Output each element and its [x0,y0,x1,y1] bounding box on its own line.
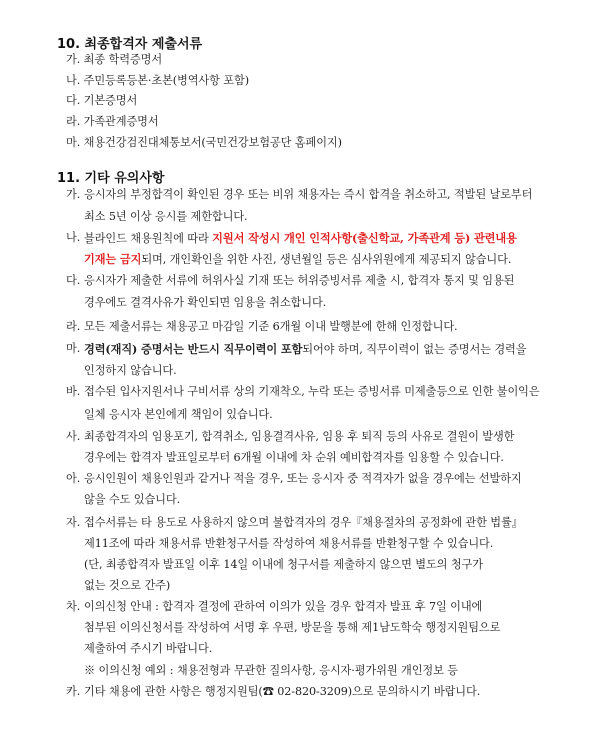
paragraph-line: 접수된 입사지원서나 구비서류 상의 기재착오, 누락 또는 증빙서류 미제출등으로 인한 불이익은 [84,385,540,398]
paragraph-line [84,342,526,357]
item-marker: 카. [66,685,81,698]
item-marker: 마. [66,136,81,149]
item-marker: 나. [66,74,81,87]
red-emphasis-text: 지원서 작성시 개인 인적사항(출신학교, 가족관계 등) 관련내용 [212,231,517,245]
item-marker: 자. [66,516,81,529]
item-text: 기본증명서 [83,94,138,107]
paragraph-line: 응시자가 제출한 서류에 허위사실 기재 또는 허위증빙서류 제출 시, 합격자 통지 및 임용된 [84,274,515,287]
paragraph-line: 없는 것으로 간주) [84,579,171,592]
list-item [66,53,162,67]
plain-text: 되며, 개인확인을 위한 사진, 생년월일 등은 심사위원에게 제공되지 않습니다. [141,253,512,266]
plain-text: 되어야 하며, 직무이력이 없는 증명서는 경력을 [302,343,527,356]
list-item [66,74,249,88]
item-text: 최종 학력증명서 [83,53,163,66]
section-10-title: 10. 최종합격자 제출서류 [57,37,203,52]
item-marker: 가. [66,53,81,66]
red-emphasis-text: 기재는 금지 [84,252,142,266]
paragraph-line: 인정하지 않습니다. [84,364,177,377]
paragraph-line: 응시자의 부정합격이 확인된 경우 또는 비위 채용자는 즉시 합격을 취소하고, 적발된 날로부터 [84,188,533,201]
paragraph-line: 접수서류는 타 용도로 사용하지 않으며 불합격자의 경우『채용절차의 공정화에 관한 법률』 [84,516,523,529]
paragraph-line: 최소 5년 이상 응시를 제한합니다. [84,210,248,223]
paragraph-line: 일체 응시자 본인에게 책임이 있습니다. [84,408,273,421]
section-11-title: 11. 기타 유의사항 [57,171,165,186]
plain-text: 블라인드 채용원칙에 따라 [84,232,213,245]
item-marker: 아. [66,472,81,485]
item-text: 주민등록등본·초본(병역사항 포함) [83,74,249,87]
paragraph-line: 제11조에 따라 채용서류 반환청구서를 작성하여 채용서류를 반환청구할 수 있습니다. [84,537,494,550]
paragraph-line: 응시인원이 채용인원과 같거나 적을 경우, 또는 응시자 중 적격자가 없을 경우에는 선발하지 [84,472,522,485]
item-text: 가족관계증명서 [83,115,159,128]
item-marker: 다. [66,94,81,107]
paragraph-line: 모든 제출서류는 채용공고 마감일 기준 6개월 이내 발행분에 한해 인정합니다. [84,320,458,333]
list-item [66,115,159,129]
paragraph-line [84,231,517,246]
paragraph-line: 제출하여 주시기 바랍니다. [84,642,213,655]
note-line: ※ 이의신청 예외 : 채용전형과 무관한 질의사항, 응시자·평가위원 개인정보 등 [84,664,458,677]
item-marker: 차. [66,600,81,613]
paragraph-line: 첨부된 이의신청서를 작성하여 서명 후 우편, 방문을 통해 제1남도학숙 행정지원팀으로 [84,621,501,634]
item-marker: 다. [66,274,81,287]
paragraph-line: (단, 최종합격자 발표일 이후 14일 이내에 청구서를 제출하지 않으면 별도의 청구가 [84,558,483,571]
bold-emphasis-text: 경력(재직) 증명서는 반드시 직무이력이 포함 [84,342,303,356]
paragraph-line: 기타 채용에 관한 사항은 행정지원팀(☎ 02-820-3209)으로 문의하시기 바랍니다. [84,685,481,698]
paragraph-line: 최종합격자의 임용포기, 합격취소, 임용결격사유, 임용 후 퇴직 등의 사유로 결원이 발생한 [84,430,515,443]
paragraph-line: 경우에도 결격사유가 확인되면 임용을 취소합니다. [84,296,327,309]
item-marker: 마. [66,342,81,355]
list-item [66,136,342,150]
paragraph-line: 않을 수도 있습니다. [84,493,181,506]
item-marker: 나. [66,231,81,244]
item-marker: 사. [66,430,81,443]
list-item [66,94,137,108]
item-marker: 바. [66,385,81,398]
item-marker: 라. [66,320,81,333]
item-marker: 라. [66,115,81,128]
item-marker: 가. [66,188,81,201]
paragraph-line: 경우에는 합격자 발표일로부터 6개월 이내에 차 순위 예비합격자를 임용할 수 있습니다. [84,451,504,464]
paragraph-line [84,252,511,267]
item-text: 채용건강검진대체통보서(국민건강보험공단 홈페이지) [83,136,342,149]
paragraph-line: 이의신청 안내 : 합격자 결정에 관하여 이의가 있을 경우 합격자 발표 후 7일 이내에 [84,600,483,613]
